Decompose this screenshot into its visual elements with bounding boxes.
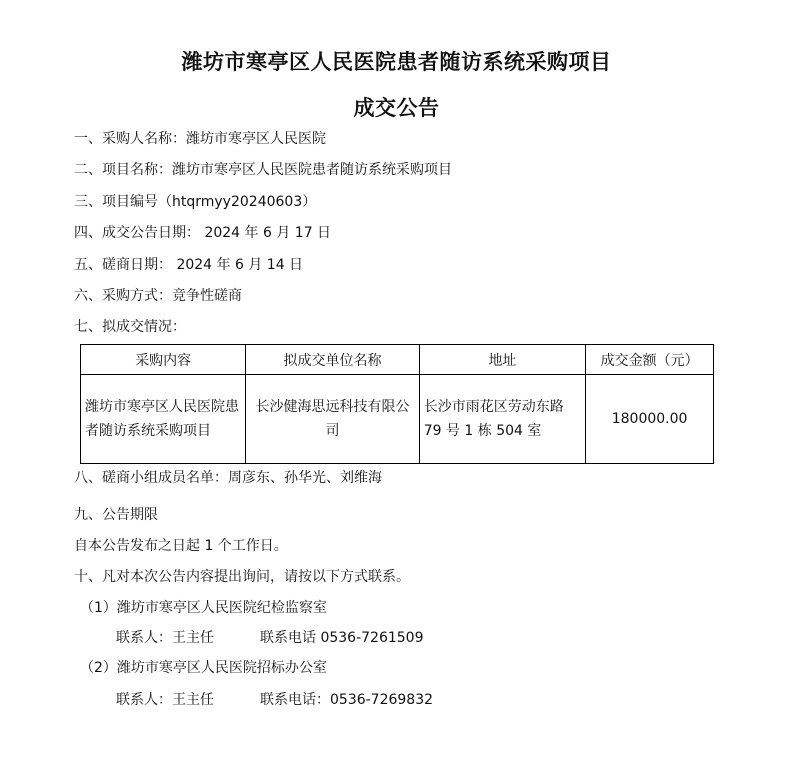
cell-amount: 180000.00 bbox=[586, 375, 714, 464]
cell-content: 潍坊市寒亭区人民医院患者随访系统采购项目 bbox=[81, 375, 246, 464]
procurement-method-line: 六、采购方式：竞争性磋商 bbox=[74, 288, 242, 304]
header-content: 采购内容 bbox=[81, 345, 246, 375]
negotiation-date-line: 五、磋商日期： 2024 年 6 月 14 日 bbox=[74, 257, 304, 273]
period-heading: 九、公告期限 bbox=[74, 507, 158, 523]
table-row bbox=[81, 375, 714, 464]
document-title: 潍坊市寒亭区人民医院患者随访系统采购项目 bbox=[181, 49, 612, 74]
purchaser-line: 一、采购人名称：潍坊市寒亭区人民医院 bbox=[74, 131, 326, 147]
header-supplier: 拟成交单位名称 bbox=[246, 345, 419, 375]
contact-person-2: 联系人：王主任 bbox=[116, 692, 214, 708]
contact-person-1: 联系人：王主任 bbox=[116, 630, 214, 646]
project-number-line: 三、项目编号（htqrmyy20240603） bbox=[74, 194, 317, 210]
deal-heading: 七、拟成交情况： bbox=[74, 319, 186, 335]
period-text: 自本公告发布之日起 1 个工作日。 bbox=[74, 538, 288, 554]
header-address: 地址 bbox=[419, 345, 585, 375]
contact-heading: 十、凡对本次公告内容提出询问，请按以下方式联系。 bbox=[74, 569, 410, 585]
contact-phone-2: 联系电话：0536-7269832 bbox=[260, 692, 434, 708]
contact-phone-1: 联系电话 0536-7261509 bbox=[260, 630, 424, 646]
cell-address: 长沙市雨花区劳动东路 79 号 1 栋 504 室 bbox=[419, 375, 585, 464]
document-subtitle: 成交公告 bbox=[353, 95, 440, 120]
panel-members-line: 八、磋商小组成员名单：周彦东、孙华光、刘维海 bbox=[74, 470, 382, 486]
table-header-row bbox=[81, 345, 714, 375]
project-name-line: 二、项目名称：潍坊市寒亭区人民医院患者随访系统采购项目 bbox=[74, 162, 452, 178]
contact-office-1: （1）潍坊市寒亭区人民医院纪检监察室 bbox=[80, 600, 327, 616]
deal-table bbox=[80, 344, 714, 464]
header-amount: 成交金额（元） bbox=[586, 345, 714, 375]
announcement-date-line: 四、成交公告日期： 2024 年 6 月 17 日 bbox=[74, 225, 332, 241]
cell-supplier: 长沙健海思远科技有限公司 bbox=[246, 375, 419, 464]
contact-office-2: （2）潍坊市寒亭区人民医院招标办公室 bbox=[80, 660, 327, 676]
